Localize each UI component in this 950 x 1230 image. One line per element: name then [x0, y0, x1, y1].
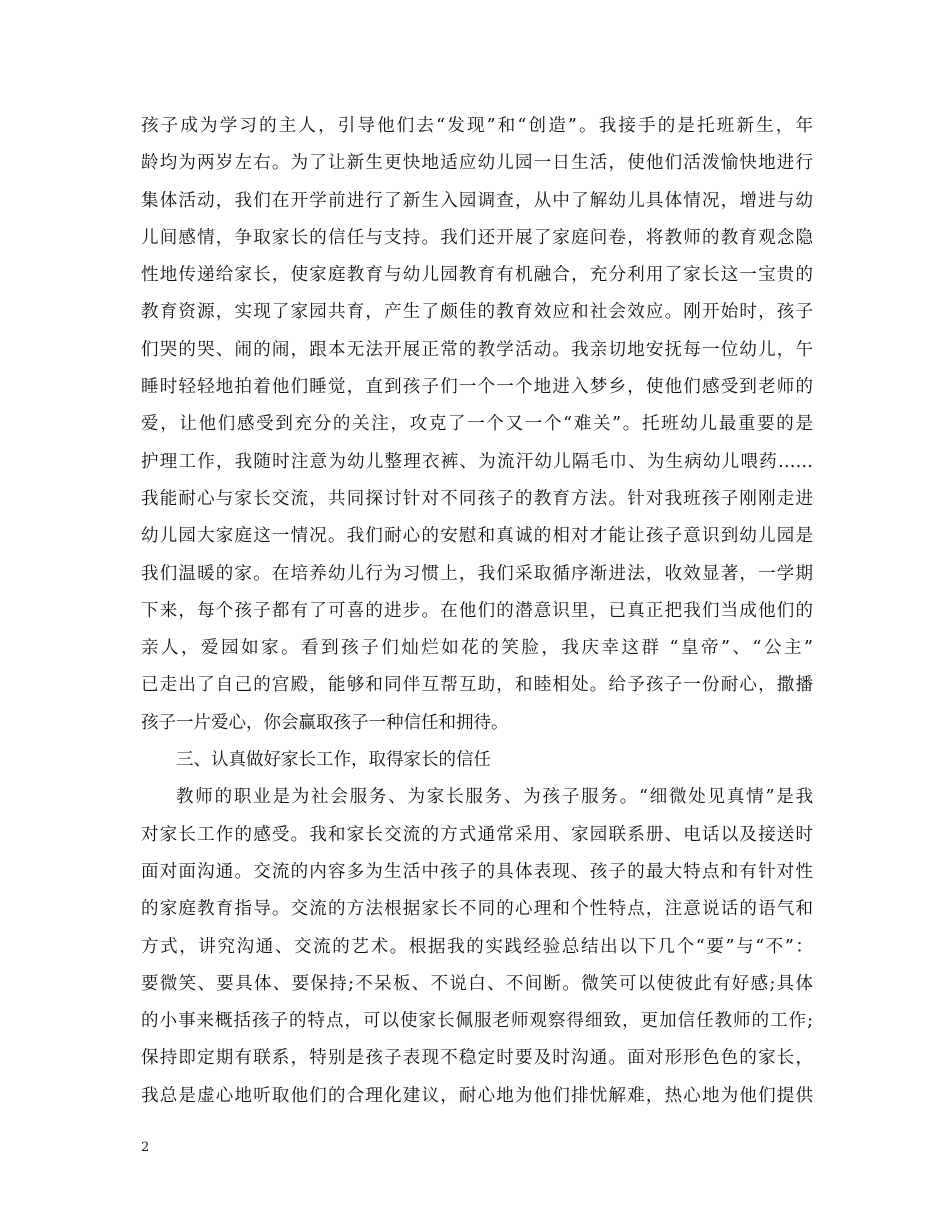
- text-line: 睡时轻轻地拍着他们睡觉，直到孩子们一个一个地进入梦乡，使他们感受到老师的: [141, 377, 813, 398]
- text-line: 的小事来概括孩子的特点，可以使家长佩服老师观察得细致，更加信任教师的工作;: [141, 1011, 813, 1032]
- text-line: 面对面沟通。交流的内容多为生活中孩子的具体表现、孩子的最大特点和有针对性: [141, 861, 813, 882]
- text-line: 我能耐心与家长交流，共同探讨针对不同孩子的教育方法。针对我班孩子刚刚走进: [141, 488, 813, 509]
- text-line: 的家庭教育指导。交流的方法根据家长不同的心理和个性特点，注意说话的语气和: [141, 899, 813, 920]
- text-line: 集体活动，我们在开学前进行了新生入园调查，从中了解幼儿具体情况，增进与幼: [141, 190, 813, 211]
- text-line: 我们温暖的家。在培养幼儿行为习惯上，我们采取循序渐进法，收效显著，一学期: [141, 563, 813, 584]
- paragraph-end-line: 孩子一片爱心，你会赢取孩子一种信任和拥待。: [141, 712, 509, 733]
- text-line: 要微笑、要具体、要保持;不呆板、不说白、不间断。微笑可以使彼此有好感;具体: [141, 973, 813, 994]
- text-line: 方式，讲究沟通、交流的艺术。根据我的实践经验总结出以下几个“要”与“不”：: [141, 936, 813, 957]
- text-line: 幼儿园大家庭这一情况。我们耐心的安慰和真诚的相对才能让孩子意识到幼儿园是: [141, 526, 813, 547]
- text-line: 儿间感情，争取家长的信任与支持。我们还开展了家庭问卷，将教师的教育观念隐: [141, 227, 813, 248]
- paragraph-first-line: 教师的职业是为社会服务、为家长服务、为孩子服务。“细微处见真情”是我: [176, 787, 813, 808]
- section-heading: 三、认真做好家长工作，取得家长的信任: [176, 750, 491, 771]
- text-line: 性地传递给家长，使家庭教育与幼儿园教育有机融合，充分利用了家长这一宝贵的: [141, 265, 813, 286]
- text-line: 亲人，爱园如家。看到孩子们灿烂如花的笑脸，我庆幸这群 “皇帝”、“公主”: [141, 638, 813, 659]
- page-number: 2: [141, 1140, 150, 1155]
- text-line: 教育资源，实现了家园共育，产生了颇佳的教育效应和社会效应。刚开始时，孩子: [141, 302, 813, 323]
- text-line: 孩子成为学习的主人，引导他们去“发现”和“创造”。我接手的是托班新生，年: [141, 116, 813, 136]
- text-line: 爱，让他们感受到充分的关注，攻克了一个又一个“难关”。托班幼儿最重要的是: [141, 414, 813, 435]
- text-line: 保持即定期有联系，特别是孩子表现不稳定时要及时沟通。面对形形色色的家长，: [141, 1048, 813, 1069]
- text-line: 护理工作，我随时注意为幼儿整理衣裤、为流汗幼儿隔毛巾、为生病幼儿喂药……: [141, 451, 813, 472]
- text-line: 龄均为两岁左右。为了让新生更快地适应幼儿园一日生活，使他们活泼愉快地进行: [141, 153, 813, 174]
- text-line: 们哭的哭、闹的闹，跟本无法开展正常的教学活动。我亲切地安抚每一位幼儿，午: [141, 339, 813, 360]
- text-line: 下来，每个孩子都有了可喜的进步。在他们的潜意识里，已真正把我们当成他们的: [141, 600, 813, 621]
- text-line: 我总是虚心地听取他们的合理化建议，耐心地为他们排忧解难，热心地为他们提供: [141, 1085, 813, 1106]
- text-line: 对家长工作的感受。我和家长交流的方式通常采用、家园联系册、电话以及接送时: [141, 824, 813, 845]
- body-text: [141, 108, 813, 1115]
- text-line: 已走出了自己的宫殿，能够和同伴互帮互助，和睦相处。给予孩子一份耐心，撒播: [141, 675, 813, 696]
